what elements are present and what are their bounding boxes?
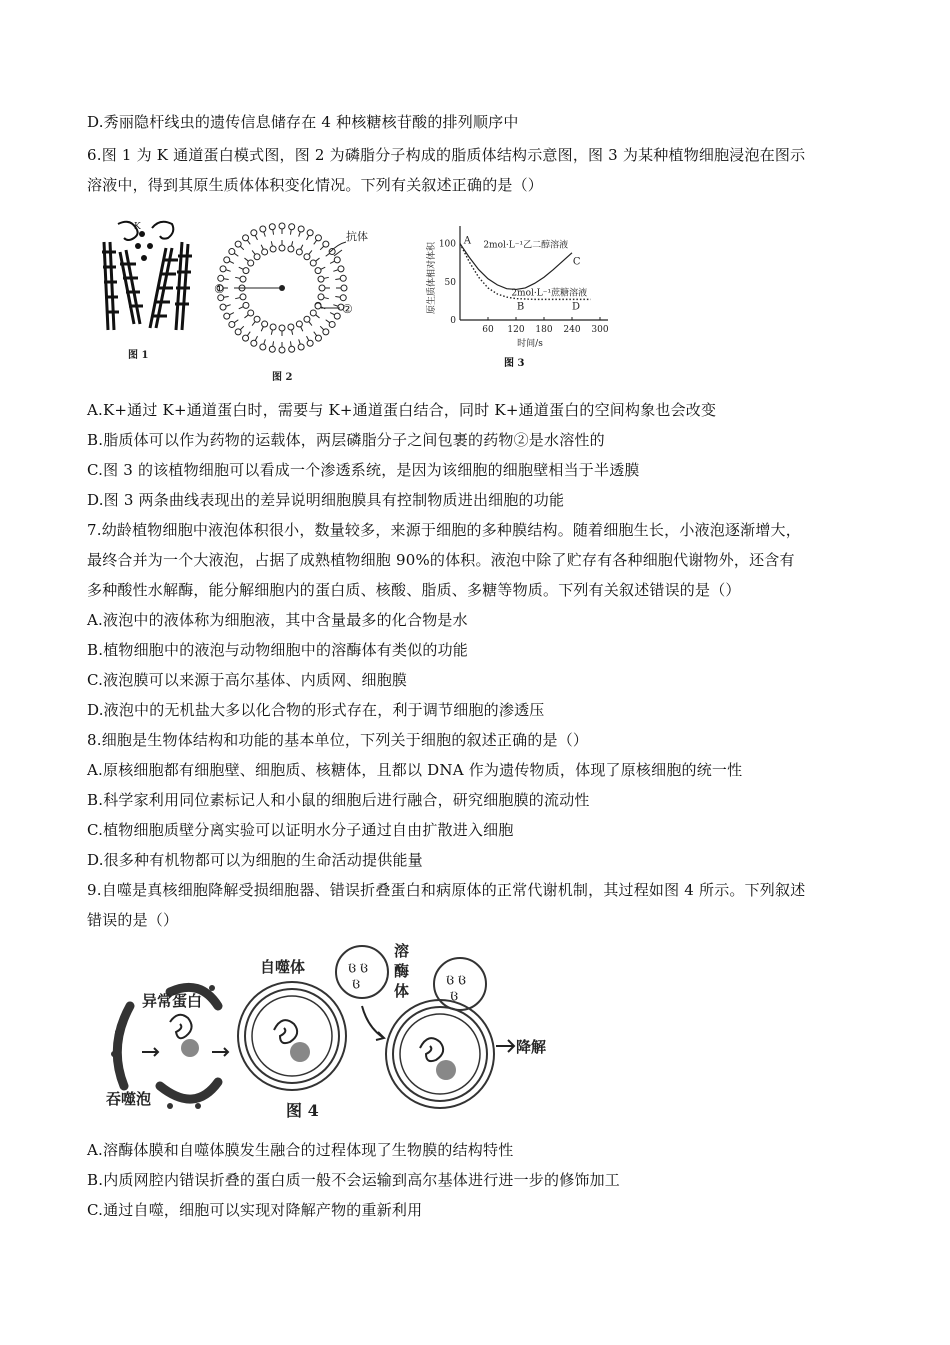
phospholipid-tail [316, 315, 320, 318]
phospholipid-tail [316, 258, 320, 261]
y-tick-label: 50 [444, 277, 456, 288]
phospholipid-tail [299, 232, 301, 237]
phospholipid-head [298, 226, 304, 232]
phospholipid-tail [235, 277, 240, 278]
q7-stem-line-2: 最终合并为一个大液泡，占据了成熟植物细胞 90%的体积。液泡中除了贮存有各种细胞代谢物外，还含有 [87, 551, 795, 569]
phospholipid-head [262, 321, 268, 327]
phospholipid-head [334, 313, 340, 319]
x-tick-label: 240 [563, 325, 581, 335]
liposome-diagram [210, 210, 380, 390]
phospholipid-tail [255, 336, 257, 340]
phospholipid-head [279, 223, 285, 229]
x-tick-label: 180 [535, 325, 553, 335]
phospholipid-head [251, 230, 257, 236]
figure-3-caption: 图 3 [504, 358, 525, 369]
point-label: D [572, 301, 581, 313]
phospholipid-tail [239, 307, 244, 309]
x-tick-label: 60 [482, 325, 494, 335]
k-label: K [134, 222, 141, 232]
phospholipid-tail [226, 305, 231, 307]
q9-option-b: B.内质网腔内错误折叠的蛋白质一般不会运输到高尔基体进行进一步的修饰加工 [87, 1171, 620, 1189]
phospholipid-head [329, 321, 335, 327]
phospholipid-tail [324, 298, 329, 299]
figure-1-k-channel [90, 212, 200, 372]
phospholipid-tail [252, 250, 255, 254]
point-label: B [516, 301, 525, 313]
phospholipid-head [310, 260, 316, 266]
svg-text:ც ც: ც ც [348, 959, 369, 973]
phospholipid-tail [235, 298, 240, 299]
phospholipid-head [218, 275, 224, 281]
phospholipid-tail [309, 250, 312, 254]
phospholipid-tail [307, 336, 309, 340]
phospholipid-head [289, 224, 295, 230]
phospholipid-tail [247, 332, 250, 336]
q7-option-c: C.液泡膜可以来源于高尔基体、内质网、细胞膜 [87, 671, 408, 689]
phospholipid-head [304, 254, 310, 260]
phospholipid-head [240, 294, 246, 300]
phospholipid-tail [234, 253, 238, 256]
abnormal-protein-label: 异常蛋白 [142, 992, 203, 1010]
phospholipid-tail [252, 322, 255, 326]
phospholipid-head [254, 316, 260, 322]
point-label: C [572, 256, 581, 268]
y-tick-label: 0 [450, 316, 456, 326]
phospholipid-head [315, 235, 321, 241]
q6-stem-line-2: 溶液中，得到其原生质体体积变化情况。下列有关叙述正确的是（） [87, 176, 544, 194]
phospholipid-head [304, 316, 310, 322]
y-tick-label: 100 [438, 239, 456, 250]
phospholipid-head [229, 249, 235, 255]
phospholipid-head [338, 266, 344, 272]
degrade-label: 降解 [516, 1038, 547, 1056]
q6-option-a: A.K+通过 K+通道蛋白时，需要与 K+通道蛋白结合，同时 K+通道蛋白的空间构象也会改变 [87, 401, 717, 419]
phospholipid-tail [320, 246, 324, 250]
phospholipid-head [289, 346, 295, 352]
x-tick-label: 300 [591, 325, 609, 335]
phospholipid-tail [261, 327, 263, 332]
phospholipid-head [318, 276, 324, 282]
phospholipid-tail [273, 341, 274, 346]
phospholipid-head [269, 224, 275, 230]
lysosome-label-1: 溶 [394, 942, 410, 960]
phospholipid-tail [326, 253, 330, 256]
phospholipid-tail [314, 240, 317, 244]
q9-stem-line-2: 错误的是（） [87, 911, 179, 929]
phospholipid-head [298, 344, 304, 350]
phospholipid-tail [273, 230, 274, 235]
phospholipid-tail [330, 313, 334, 315]
phospholipid-head [243, 268, 249, 274]
phospholipid-head [251, 340, 257, 346]
figure-4-caption: 图 4 [286, 1101, 319, 1120]
phospholipid-head [270, 324, 276, 330]
label-2: ② [342, 302, 353, 316]
phagophore-label: 吞噬泡 [106, 1090, 152, 1108]
q8-stem: 8.细胞是生物体结构和功能的基本单位，下列关于细胞的叙述正确的是（） [87, 731, 589, 749]
phospholipid-tail [290, 341, 291, 346]
phospholipid-head [310, 310, 316, 316]
phospholipid-head [220, 266, 226, 272]
phospholipid-tail [330, 261, 334, 263]
phospholipid-tail [320, 326, 324, 330]
q6-option-c: C.图 3 的该植物细胞可以看成一个渗透系统，是因为该细胞的细胞壁相当于半透膜 [87, 461, 640, 479]
lysosome-label-3: 体 [394, 982, 410, 1000]
phospholipid-head [279, 245, 285, 251]
phospholipid-tail [226, 270, 231, 272]
phospholipid-tail [271, 241, 272, 246]
series-label-2: 2mol·L⁻¹蔗糖溶液 [511, 288, 588, 299]
phospholipid-tail [321, 267, 326, 269]
phospholipid-tail [324, 277, 329, 278]
phospholipid-head [296, 249, 302, 255]
phospholipid-tail [224, 296, 229, 297]
phospholipid-tail [301, 245, 303, 250]
q6-option-d: D.图 3 两条曲线表现出的差异说明细胞膜具有控制物质进出细胞的功能 [87, 491, 565, 509]
phospholipid-head [340, 295, 346, 301]
phospholipid-head [260, 344, 266, 350]
k-channel-diagram [90, 212, 200, 372]
phospholipid-tail [247, 240, 250, 244]
label-1: ① [214, 282, 225, 296]
phospholipid-head [248, 260, 254, 266]
phospholipid-tail [229, 313, 233, 315]
phospholipid-head [248, 310, 254, 316]
phospholipid-head [315, 268, 321, 274]
phospholipid-tail [292, 241, 293, 246]
x-axis-label: 时间/s [517, 339, 543, 349]
q9-stem-line-1: 9.自噬是真核细胞降解受损细胞器、错误折叠蛋白和病原体的正常代谢机制，其过程如图 4 所示。下列叙述 [87, 881, 806, 899]
phospholipid-head [243, 302, 249, 308]
phospholipid-head [318, 294, 324, 300]
phospholipid-head [224, 257, 230, 263]
phospholipid-tail [264, 232, 266, 237]
phospholipid-tail [240, 326, 244, 330]
phospholipid-tail [264, 339, 266, 344]
phospholipid-tail [240, 246, 244, 250]
series-label-1: 2mol·L⁻¹乙二醇溶液 [483, 240, 569, 251]
phospholipid-tail [244, 258, 248, 261]
phospholipid-head [270, 246, 276, 252]
figure-2-caption: 图 2 [272, 372, 293, 383]
phospholipid-head [240, 276, 246, 282]
phospholipid-tail [290, 230, 291, 235]
phospholipid-tail [224, 279, 229, 280]
phospholipid-head [279, 325, 285, 331]
phospholipid-tail [239, 267, 244, 269]
figure-4-autophagy [100, 936, 570, 1131]
point-label: A [463, 235, 471, 247]
q7-stem-line-1: 7.幼龄植物细胞中液泡体积很小，数量较多，来源于细胞的多种膜结构。随着细胞生长，小液泡逐渐增大， [87, 521, 801, 539]
svg-text:ც: ც [352, 975, 361, 989]
phospholipid-tail [301, 327, 303, 332]
q6-stem-line-1: 6.图 1 为 K 通道蛋白模式图，图 2 为磷脂分子构成的脂质体结构示意图，图 3 为某种植物细胞浸泡在图示 [87, 146, 806, 164]
figure-1-caption: 图 1 [128, 350, 149, 361]
phospholipid-tail [335, 296, 340, 297]
q6-option-b: B.脂质体可以作为药物的运载体，两层磷脂分子之间包裹的药物②是水溶性的 [87, 431, 605, 449]
phospholipid-head [288, 246, 294, 252]
phospholipid-tail [261, 245, 263, 250]
phospholipid-tail [314, 332, 317, 336]
phospholipid-tail [309, 322, 312, 326]
phospholipid-head [323, 241, 329, 247]
protoplast-volume-chart [420, 208, 620, 378]
phospholipid-tail [271, 330, 272, 335]
q8-option-a: A.原核细胞都有细胞壁、细胞质、核糖体，且都以 DNA 作为遗传物质，体现了原核细胞的统一性 [87, 761, 743, 779]
phospholipid-head [334, 257, 340, 263]
phospholipid-head [323, 329, 329, 335]
q9-option-c: C.通过自噬，细胞可以实现对降解产物的重新利用 [87, 1201, 423, 1219]
svg-text:ც ც: ც ც [446, 971, 467, 985]
phospholipid-head [254, 254, 260, 260]
q8-option-c: C.植物细胞质壁分离实验可以证明水分子通过自由扩散进入细胞 [87, 821, 514, 839]
phospholipid-head [224, 313, 230, 319]
autophagy-diagram [100, 936, 570, 1131]
phospholipid-tail [292, 330, 293, 335]
phospholipid-tail [326, 320, 330, 323]
phospholipid-tail [229, 261, 233, 263]
phospholipid-head [279, 347, 285, 353]
q9-option-a: A.溶酶体膜和自噬体膜发生融合的过程体现了生物膜的结构特性 [87, 1141, 514, 1159]
phospholipid-head [262, 249, 268, 255]
q7-option-d: D.液泡中的无机盐大多以化合物的形式存在，利于调节细胞的渗透压 [87, 701, 545, 719]
q7-option-b: B.植物细胞中的液泡与动物细胞中的溶酶体有类似的功能 [87, 641, 468, 659]
autophagosome-label: 自噬体 [260, 958, 306, 976]
phospholipid-tail [307, 235, 309, 239]
q5-option-d: D.秀丽隐杆线虫的遗传信息储存在 4 种核糖核苷酸的排列顺序中 [87, 113, 519, 131]
phospholipid-head [296, 321, 302, 327]
q8-option-d: D.很多种有机物都可以为细胞的生命活动提供能量 [87, 851, 423, 869]
phospholipid-head [269, 346, 275, 352]
q8-option-b: B.科学家利用同位素标记人和小鼠的细胞后进行融合，研究细胞膜的流动性 [87, 791, 590, 809]
figure-3-chart [420, 208, 620, 378]
phospholipid-head [235, 241, 241, 247]
q7-option-a: A.液泡中的液体称为细胞液，其中含量最多的化合物是水 [87, 611, 468, 629]
phospholipid-head [315, 335, 321, 341]
phospholipid-head [340, 275, 346, 281]
phospholipid-tail [234, 320, 238, 323]
phospholipid-head [307, 340, 313, 346]
phospholipid-tail [333, 305, 338, 307]
phospholipid-head [220, 304, 226, 310]
figure-2-liposome [210, 210, 380, 390]
phospholipid-head [243, 335, 249, 341]
antibody-label: 抗体 [346, 230, 368, 243]
phospholipid-tail [255, 235, 257, 239]
svg-text:ც: ც [450, 987, 459, 1001]
phospholipid-tail [333, 270, 338, 272]
x-tick-label: 120 [507, 325, 525, 335]
phospholipid-tail [335, 279, 340, 280]
phospholipid-head [307, 230, 313, 236]
phospholipid-head [235, 329, 241, 335]
phospholipid-tail [299, 339, 301, 344]
phospholipid-tail [244, 315, 248, 318]
phospholipid-head [229, 321, 235, 327]
lysosome-label-2: 酶 [394, 962, 410, 980]
phospholipid-head [288, 324, 294, 330]
y-axis-label: 原生质体相对体积 [427, 241, 437, 315]
phospholipid-head [260, 226, 266, 232]
phospholipid-head [341, 285, 347, 291]
q7-stem-line-3: 多种酸性水解酶，能分解细胞内的蛋白质、核酸、脂质、多糖等物质。下列有关叙述错误的是（） [87, 581, 741, 599]
phospholipid-head [243, 235, 249, 241]
phospholipid-head [319, 285, 325, 291]
